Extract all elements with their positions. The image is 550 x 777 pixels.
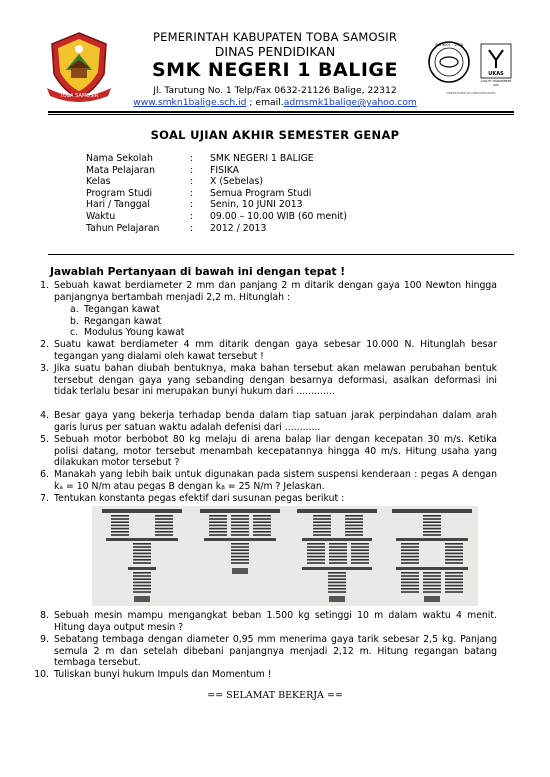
question-text: Sebuah kawat berdiameter 2 mm dan panjang 2 m ditarik dengan gaya 100 Newton hingga panjangnya bertambah menjadi 2,2 m. Hitunglah : <box>54 280 497 303</box>
info-value: Semua Program Studi <box>210 187 312 199</box>
section-rule <box>48 254 514 255</box>
cert-number-line: CERTIFICATE No.QMS/0000/0000 <box>446 91 496 95</box>
question-text: Sebuah motor berbobot 80 kg melaju di arena balap liar dengan kecepatan 30 m/s. Ketika polisi datang, motor tersebut menambah kecepatannya hingga 40 m/s. Hitung usaha yang dilakukan motor tersebut ? <box>54 434 497 469</box>
email-link[interactable]: admsmk1balige@yahoo.com <box>283 97 417 108</box>
cert-badge-text: ISO 9001 : 2008 <box>434 43 464 47</box>
question-item <box>33 493 497 505</box>
info-row <box>86 165 347 177</box>
school-address: Jl. Tarutung No. 1 Telp/Fax 0632-21126 Balige, 22312 <box>153 85 397 96</box>
info-value: 09.00 – 10.00 WIB (60 menit) <box>210 210 347 222</box>
question-number: 10. <box>34 669 49 680</box>
question-item <box>33 634 497 669</box>
question-text: Sebuah mesin mampu mengangkat beban 1.500 kg setinggi 10 m dalam waktu 4 menit. Hitung daya output mesin ? <box>54 610 497 633</box>
info-value: SMK NEGERI 1 BALIGE <box>210 153 314 164</box>
question-item <box>33 280 497 303</box>
question-number: 3. <box>40 363 49 374</box>
info-key: Mata Pelajaran <box>86 164 155 176</box>
sub-item-text: Modulus Young kawat <box>84 327 185 339</box>
info-row <box>86 211 347 223</box>
sub-item-text: Tegangan kawat <box>84 304 160 315</box>
ukas-number: 005 <box>493 83 499 87</box>
sub-item-text: Regangan kawat <box>84 315 162 327</box>
question-number: 8. <box>40 610 49 621</box>
school-name: SMK NEGERI 1 BALIGE <box>152 59 398 81</box>
instruction-heading: Jawablah Pertanyaan di bawah ini dengan tepat ! <box>50 266 346 278</box>
logo-caption: TOBA SAMOSIR <box>59 93 99 99</box>
sub-item <box>70 327 184 339</box>
info-value: Senin, 10 JUNI 2013 <box>210 199 303 211</box>
info-value: X (Sebelas) <box>210 176 263 188</box>
info-row <box>86 199 347 211</box>
question-text: Besar gaya yang bekerja terhadap benda dalam tiap satuan jarak perpindahan dalam arah garis lurus per satuan waktu adalah defenisi dari ............ <box>54 410 497 433</box>
question-item <box>33 339 497 362</box>
info-key: Kelas <box>86 176 111 188</box>
info-row <box>86 153 347 165</box>
info-row <box>86 176 347 188</box>
info-value: FISIKA <box>210 164 240 176</box>
sub-item-list <box>70 304 184 339</box>
question-item <box>33 410 497 433</box>
info-key: Tahun Pelajaran <box>86 222 160 234</box>
sub-item-letter: b. <box>70 315 79 327</box>
info-colon: : <box>190 187 194 199</box>
info-colon: : <box>190 210 194 222</box>
email-label: ; email. <box>246 97 284 108</box>
question-text: Suatu kawat berdiameter 4 mm ditarik dengan gaya sebesar 10.000 N. Hitunglah besar tegangan yang dialami oleh kawat tersebut ! <box>54 339 497 362</box>
ukas-text: UKAS <box>488 71 504 77</box>
info-colon: : <box>190 199 194 211</box>
question-item <box>33 469 497 492</box>
spring-arrangement-figure <box>92 506 478 606</box>
question-number: 6. <box>40 469 49 480</box>
exam-info-table <box>86 153 347 234</box>
info-key: Nama Sekolah <box>86 153 153 164</box>
question-number: 1. <box>40 280 49 291</box>
department-name: DINAS PENDIDIKAN <box>214 44 336 59</box>
question-number: 2. <box>40 339 49 350</box>
sub-item <box>70 304 184 316</box>
info-value: 2012 / 2013 <box>210 222 267 234</box>
question-item <box>33 363 497 398</box>
question-number: 9. <box>40 634 49 645</box>
header-rule-thin <box>48 114 514 115</box>
exam-title: SOAL UJIAN AKHIR SEMESTER GENAP <box>150 128 400 142</box>
info-colon: : <box>190 153 194 164</box>
question-text: Tuliskan bunyi hukum Impuls dan Momentum ! <box>54 669 272 680</box>
info-key: Program Studi <box>86 187 153 199</box>
question-number: 7. <box>40 493 49 504</box>
question-number: 4. <box>40 410 49 421</box>
info-colon: : <box>190 164 194 176</box>
government-name: PEMERINTAH KABUPATEN TOBA SAMOSIR <box>152 30 398 44</box>
closing-message: == SELAMAT BEKERJA == <box>207 690 343 701</box>
info-colon: : <box>190 222 194 234</box>
header-rule-thick <box>48 111 514 113</box>
sub-item-letter: c. <box>70 327 79 339</box>
website-link[interactable]: www.smkn1balige.sch.id <box>133 97 247 108</box>
question-item <box>33 434 497 469</box>
info-row <box>86 188 347 200</box>
info-row <box>86 223 347 235</box>
question-text: Jika suatu bahan diubah bentuknya, maka bahan tersebut akan melawan perubahan bentuk tersebut dengan gaya yang sebanding dengan besarnya deformasi, asalkan deformasi ini tidak terlalu besar ini merupakan bunyi hukum dari ............. <box>54 363 497 398</box>
info-colon: : <box>190 176 194 188</box>
question-item <box>33 610 497 633</box>
question-text: Manakah yang lebih baik untuk digunakan pada sistem suspensi kenderaan : pegas A dengan kₐ = 10 N/m atau pegas B dengan kᵦ = 25 N/m ? Jelaskan. <box>54 469 497 492</box>
question-number: 5. <box>40 434 49 445</box>
question-item <box>33 669 497 681</box>
sub-item-letter: a. <box>70 304 79 315</box>
question-text: Sebatang tembaga dengan diameter 0,95 mm menerima gaya tarik sebesar 2,5 kg. Panjang semula 2 m dan setelah dibebani panjangnya menjadi 2,12 m. Hitung regangan batang tembaga tersebut. <box>54 634 497 669</box>
contact-line <box>0 97 550 108</box>
question-text: Tentukan konstanta pegas efektif dari susunan pegas berikut : <box>54 493 345 504</box>
ukas-sub-text: QUALITY MANAGEMENT <box>480 80 512 83</box>
info-key: Waktu <box>86 210 116 222</box>
info-key: Hari / Tanggal <box>86 199 150 211</box>
sub-item <box>70 316 184 328</box>
